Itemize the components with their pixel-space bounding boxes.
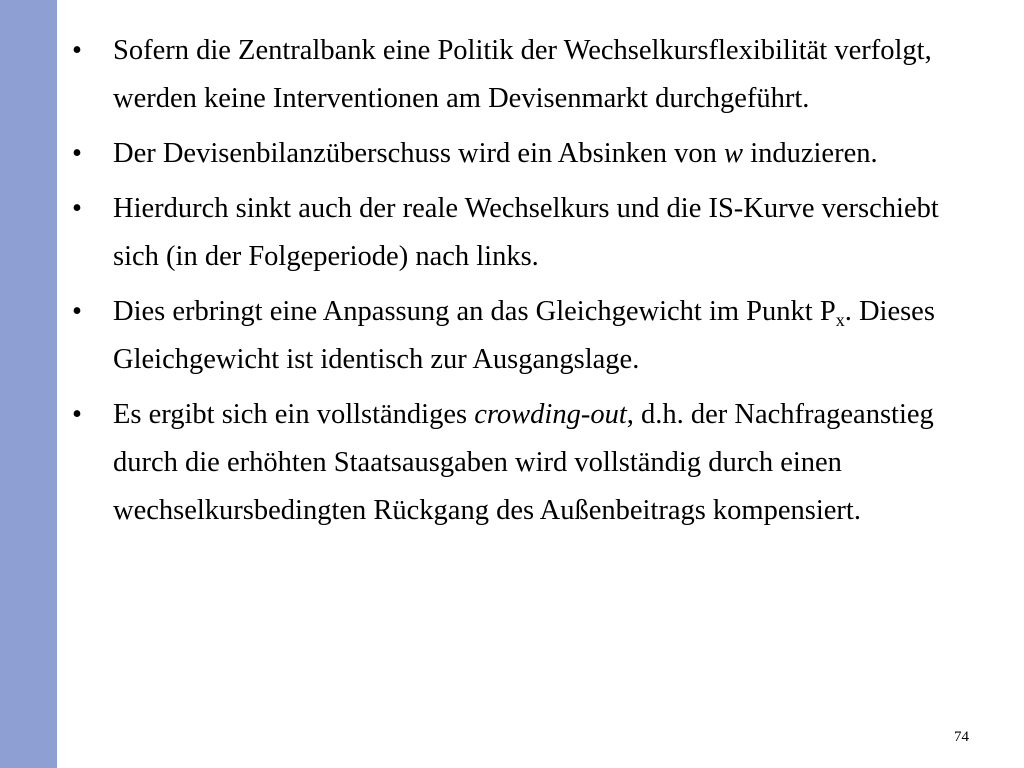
bullet-icon: • <box>72 138 82 169</box>
bullet-item <box>68 185 988 281</box>
text-run: Hierdurch sinkt auch der reale Wechselkurs und die IS-Kurve verschiebt sich (in der Folgeperiode) nach links. <box>113 193 939 272</box>
italic-variable: w <box>724 138 744 169</box>
italic-term: crowding-out <box>474 399 627 430</box>
bullet-item <box>68 27 988 123</box>
bullet-text <box>113 35 932 114</box>
side-accent-bar <box>0 0 57 768</box>
bullet-icon: • <box>72 35 82 66</box>
text-run: Es ergibt sich ein vollständiges <box>113 399 475 430</box>
subscript-text: x <box>835 310 845 330</box>
bullet-item <box>68 130 988 178</box>
bullet-icon: • <box>72 399 82 430</box>
text-run: induzieren. <box>743 138 878 169</box>
bullet-text <box>113 138 878 169</box>
bullet-text <box>113 296 935 375</box>
bullet-icon: • <box>72 296 82 327</box>
bullet-list <box>68 27 988 542</box>
bullet-item <box>68 288 988 384</box>
text-run: Sofern die Zentralbank eine Politik der Wechselkursflexibilität verfolgt, werden keine Interventionen am Devisenmarkt durchgeführt. <box>113 35 932 114</box>
bullet-text <box>113 399 934 526</box>
bullet-text <box>113 193 939 272</box>
text-run: , d.h. der Nachfrageanstieg durch die erhöhten Staatsausgaben wird vollständig durch einen wechselkursbedingten Rückgang des Außenbeitrags kompensiert. <box>113 399 934 526</box>
text-run: Der Devisenbilanzüberschuss wird ein Absinken von <box>113 138 725 169</box>
text-run: Dies erbringt eine Anpassung an das Gleichgewicht im Punkt P <box>113 296 836 327</box>
bullet-icon: • <box>72 193 82 224</box>
bullet-item <box>68 391 988 535</box>
page-number: 74 <box>954 729 969 745</box>
text-run: . Dieses Gleichgewicht ist identisch zur Ausgangslage. <box>113 296 935 375</box>
